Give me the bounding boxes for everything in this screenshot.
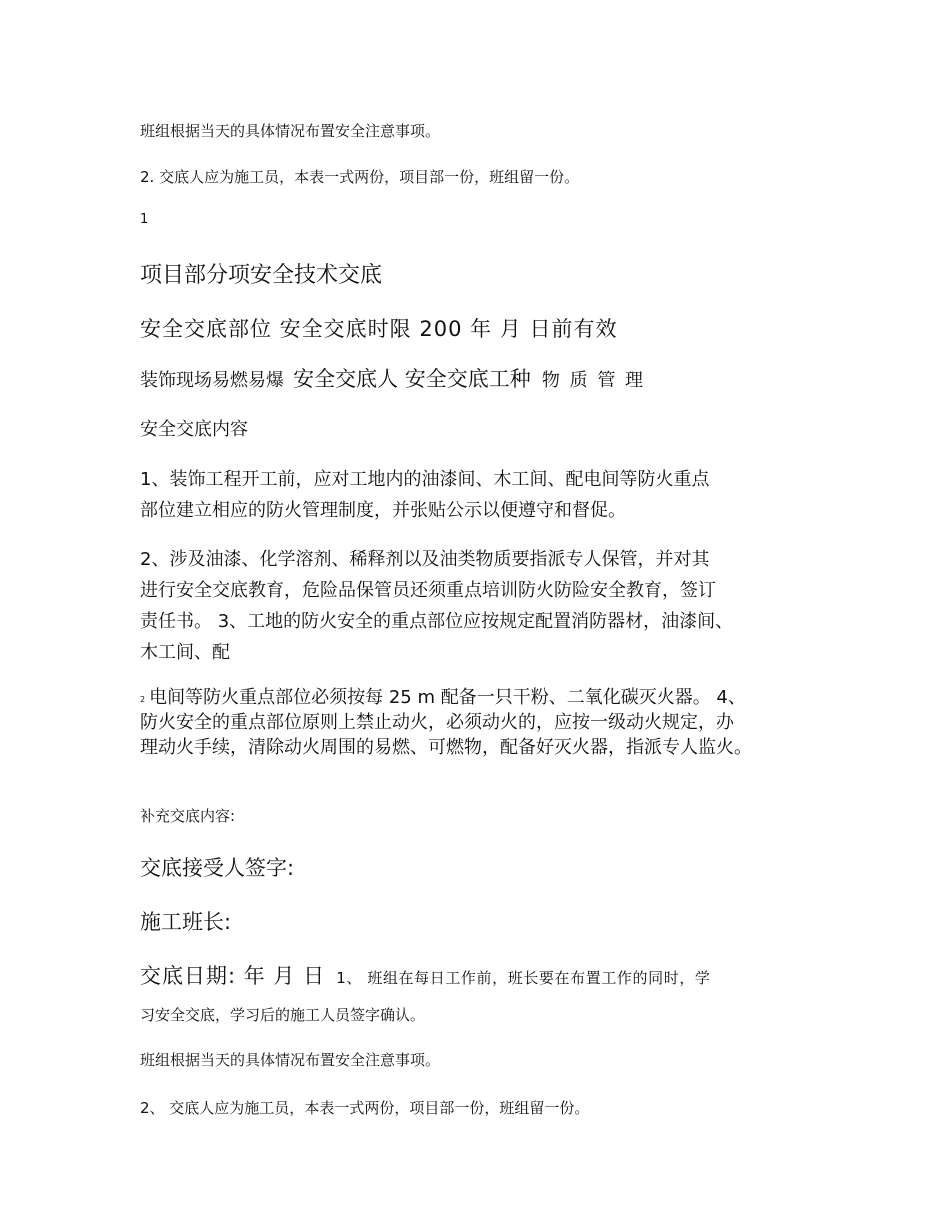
date-row xyxy=(140,960,711,990)
item-3-line-1-text: 电间等防火重点部位必须按每 25 m 配备一只干粉、二氧化碳灭火器。 4、 xyxy=(149,687,746,708)
document-title: 项目部分项安全技术交底 xyxy=(140,263,383,288)
page-number-2: 2 xyxy=(140,695,146,704)
date-label: 交底日期: 年 月 日 xyxy=(140,964,326,988)
item-3-line-3: 理动火手续，清除动火周围的易燃、可燃物，配备好灭火器，指派专人监火。 xyxy=(140,737,752,758)
supplement-label: 补充交底内容: xyxy=(140,807,236,825)
item-1-line-2: 部位建立相应的防火管理制度，并张贴公示以便遵守和督促。 xyxy=(140,500,626,521)
item-3-line-1 xyxy=(140,683,746,709)
repeat-note-line: 班组根据当天的具体情况布置安全注意事项。 xyxy=(140,1051,441,1069)
header-row-2 xyxy=(140,363,645,393)
receiver-signature-label: 交底接受人签字: xyxy=(140,856,295,880)
header-row-1: 安全交底部位 安全交底时限 200 年 月 日前有效 xyxy=(140,317,618,341)
team-leader-label: 施工班长: xyxy=(140,910,232,934)
item-2-line-2: 进行安全交底教育，危险品保管员还须重点培训防火防险安全教育，签订 xyxy=(140,580,716,601)
header-row-2-location: 装饰现场易燃易爆 xyxy=(140,370,284,391)
content-label: 安全交底内容 xyxy=(140,419,248,440)
item-2-line-1: 2、涉及油漆、化学溶剂、稀释剂以及油类物质要指派专人保管，并对其 xyxy=(140,549,710,570)
item-1-line-1: 1、装饰工程开工前，应对工地内的油漆间、木工间、配电间等防火重点 xyxy=(140,469,710,490)
item-2-line-3: 责任书。 3、工地的防火安全的重点部位应按规定配置消防器材，油漆间、 xyxy=(140,611,734,632)
note-1-second-line: 习安全交底，学习后的施工人员签字确认。 xyxy=(140,1006,426,1024)
note-1-first-line: 1、 班组在每日工作前，班长要在布置工作的同时，学 xyxy=(336,969,711,987)
note-line-2: 2. 交底人应为施工员，本表一式两份，项目部一份，班组留一份。 xyxy=(140,168,580,186)
page-number: 1 xyxy=(140,212,149,227)
note-line: 班组根据当天的具体情况布置安全注意事项。 xyxy=(140,122,441,140)
repeat-note-line-2: 2、 交底人应为施工员，本表一式两份，项目部一份，班组留一份。 xyxy=(140,1099,590,1117)
item-2-line-4: 木工间、配 xyxy=(140,642,230,663)
item-3-line-2: 防火安全的重点部位原则上禁止动火，必须动火的，应按一级动火规定，办 xyxy=(140,712,734,733)
header-row-2-type: 物 质 管 理 xyxy=(541,370,646,391)
header-row-2-labels: 安全交底人 安全交底工种 xyxy=(293,367,531,391)
